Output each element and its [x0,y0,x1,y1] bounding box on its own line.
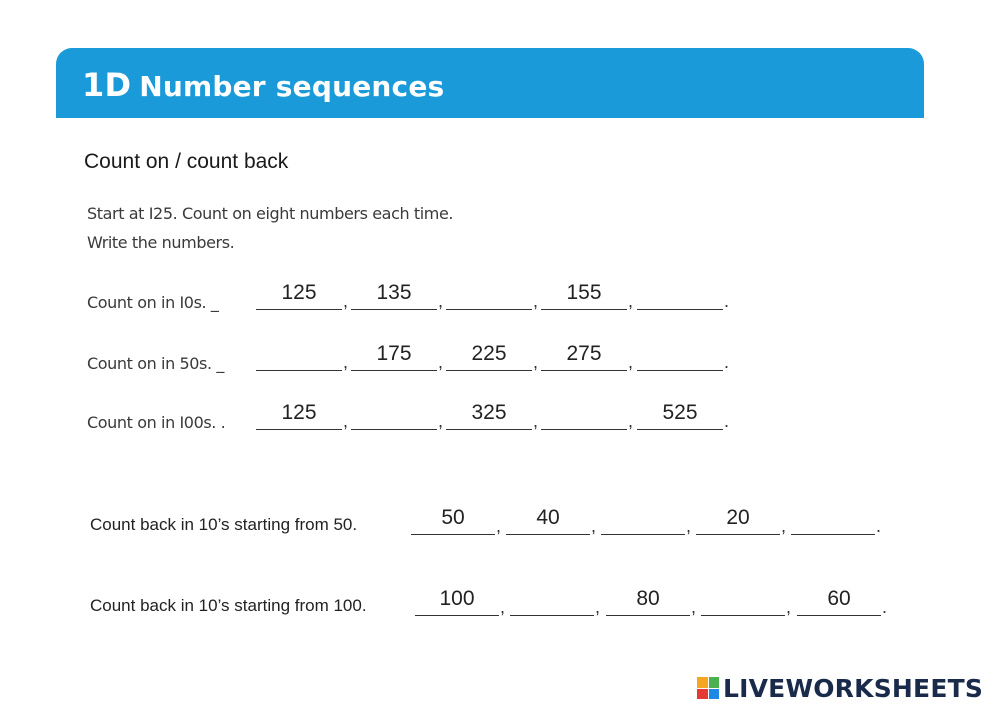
full-stop: . [724,352,730,372]
answer-value: 325 [471,401,507,424]
comma-separator: , [533,291,539,311]
comma-separator: , [343,411,349,431]
row-label: Count on in I0s. _ [87,293,219,312]
comma-separator: , [438,352,444,372]
answer-value: 40 [536,506,560,529]
answer-value: 60 [827,587,851,610]
comma-separator: , [591,516,597,536]
answer-value: 80 [636,587,660,610]
answer-value: 225 [471,342,507,365]
answer-value: 275 [566,342,602,365]
answer-blank[interactable] [446,283,532,310]
logo-text: LIVEWORKSHEETS [723,673,984,703]
answer-value: 125 [281,281,317,304]
answer-value: 20 [726,506,750,529]
comma-separator: , [628,411,634,431]
comma-separator: , [533,411,539,431]
row-label: Count back in 10’s starting from 50. [90,515,358,534]
full-stop: . [882,597,888,617]
comma-separator: , [343,352,349,372]
row-label: Count on in I00s. . [87,413,226,432]
row-label: Count on in 50s. _ [87,354,224,373]
comma-separator: , [343,291,349,311]
comma-separator: , [628,352,634,372]
row-label: Count back in 10’s starting from 100. [90,596,367,615]
section-number: 1D [82,66,132,104]
full-stop: . [724,411,730,431]
comma-separator: , [781,516,787,536]
answer-blank[interactable] [510,589,594,616]
answer-blank[interactable] [637,344,723,371]
answer-value: 525 [662,401,698,424]
liveworksheets-logo-icon [697,677,719,699]
full-stop: . [724,291,730,311]
liveworksheets-logo [697,672,983,704]
full-stop: . [876,516,882,536]
comma-separator: , [438,291,444,311]
comma-separator: , [786,597,792,617]
answer-blank[interactable] [541,403,627,430]
page-title [82,66,444,104]
subtitle: Count on / count back [84,150,289,173]
answer-value: 125 [281,401,317,424]
comma-separator: , [496,516,502,536]
section-banner [56,48,924,118]
answer-blank[interactable] [791,508,875,535]
answer-value: 50 [441,506,465,529]
answer-blank[interactable] [351,403,437,430]
answer-blank[interactable] [637,283,723,310]
answer-blank[interactable] [701,589,785,616]
comma-separator: , [438,411,444,431]
section-title: Number sequences [139,70,445,103]
answer-value: 100 [439,587,475,610]
answer-value: 135 [376,281,412,304]
answer-blank[interactable] [256,344,342,371]
comma-separator: , [500,597,506,617]
instruction-line-1: Start at I25. Count on eight numbers each time. [87,204,454,223]
comma-separator: , [691,597,697,617]
comma-separator: , [595,597,601,617]
answer-value: 155 [566,281,602,304]
comma-separator: , [686,516,692,536]
answer-blank[interactable] [601,508,685,535]
instruction-line-2: Write the numbers. [87,233,235,252]
answer-value: 175 [376,342,412,365]
comma-separator: , [628,291,634,311]
comma-separator: , [533,352,539,372]
